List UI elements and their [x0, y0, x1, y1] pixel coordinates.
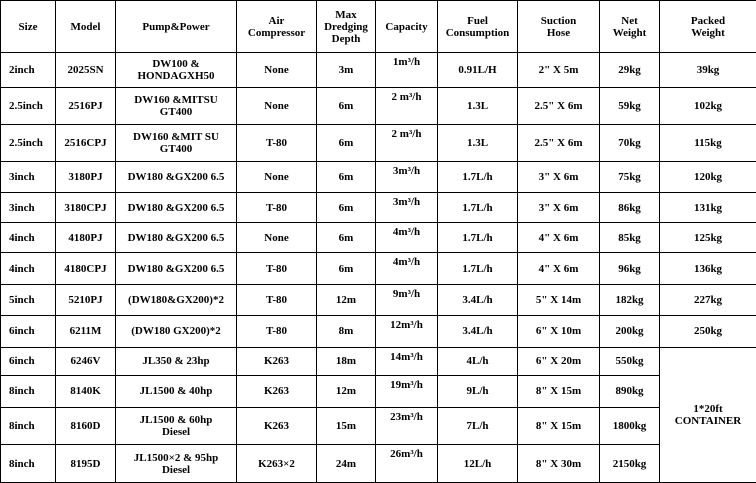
table-row	[1, 124, 756, 162]
cell-packed: 102kg	[660, 88, 756, 124]
cell-packed: 39kg	[660, 53, 756, 88]
cell-pump: DW160 &MIT SU GT400	[116, 124, 237, 162]
cell-model: 8140K	[56, 375, 116, 407]
cell-model: 5210PJ	[56, 284, 116, 315]
table-body	[1, 53, 756, 483]
cell-depth: 12m	[317, 375, 376, 407]
cell-hose: 8" X 30m	[518, 445, 600, 483]
cell-net: 2150kg	[600, 445, 660, 483]
cell-depth: 12m	[317, 284, 376, 315]
table-row	[1, 347, 756, 375]
cell-depth: 6m	[317, 88, 376, 124]
cell-cap: 3m³/h	[376, 162, 438, 193]
cell-net: 182kg	[600, 284, 660, 315]
table-row	[1, 315, 756, 347]
cell-pump: DW180 &GX200 6.5	[116, 223, 237, 253]
table-row	[1, 53, 756, 88]
header-suction-hose: Suction Hose	[518, 1, 600, 53]
header-max-dredging-depth: Max Dredging Depth	[317, 1, 376, 53]
cell-depth: 6m	[317, 253, 376, 284]
cell-cap: 26m³/h	[376, 445, 438, 483]
cell-hose: 5" X 14m	[518, 284, 600, 315]
cell-packed: 115kg	[660, 124, 756, 162]
cell-size: 4inch	[1, 253, 56, 284]
cell-hose: 6" X 10m	[518, 315, 600, 347]
cell-size: 6inch	[1, 315, 56, 347]
table-row	[1, 223, 756, 253]
cell-cap: 14m³/h	[376, 347, 438, 375]
cell-net: 200kg	[600, 315, 660, 347]
cell-fuel: 1.3L	[438, 124, 518, 162]
cell-size: 4inch	[1, 223, 56, 253]
cell-net: 1800kg	[600, 407, 660, 445]
cell-size: 8inch	[1, 445, 56, 483]
cell-cap: 2 m³/h	[376, 124, 438, 162]
cell-size: 3inch	[1, 193, 56, 223]
cell-pump: (DW180 GX200)*2	[116, 315, 237, 347]
cell-model: 3180PJ	[56, 162, 116, 193]
cell-model: 6211M	[56, 315, 116, 347]
cell-fuel: 1.3L	[438, 88, 518, 124]
cell-comp: T-80	[237, 284, 317, 315]
header-row	[1, 1, 756, 53]
cell-pump: JL1500 & 60hp Diesel	[116, 407, 237, 445]
cell-comp: K263	[237, 347, 317, 375]
header-size: Size	[1, 1, 56, 53]
cell-depth: 6m	[317, 162, 376, 193]
header-net-weight: Net Weight	[600, 1, 660, 53]
cell-cap: 23m³/h	[376, 407, 438, 445]
table-row	[1, 284, 756, 315]
cell-pump: JL1500×2 & 95hp Diesel	[116, 445, 237, 483]
cell-size: 2.5inch	[1, 124, 56, 162]
cell-fuel: 4L/h	[438, 347, 518, 375]
cell-depth: 6m	[317, 193, 376, 223]
cell-size: 5inch	[1, 284, 56, 315]
cell-cap: 12m³/h	[376, 315, 438, 347]
cell-cap: 4m³/h	[376, 223, 438, 253]
cell-packed-container: 1*20ft CONTAINER	[660, 347, 756, 482]
cell-comp: K263×2	[237, 445, 317, 483]
cell-fuel: 1.7L/h	[438, 223, 518, 253]
cell-depth: 3m	[317, 53, 376, 88]
cell-comp: None	[237, 162, 317, 193]
table-row	[1, 407, 756, 445]
cell-size: 8inch	[1, 407, 56, 445]
cell-net: 550kg	[600, 347, 660, 375]
cell-fuel: 0.91L/H	[438, 53, 518, 88]
cell-fuel: 1.7L/h	[438, 193, 518, 223]
cell-hose: 2" X 5m	[518, 53, 600, 88]
cell-comp: None	[237, 223, 317, 253]
cell-hose: 8" X 15m	[518, 407, 600, 445]
cell-cap: 1m³/h	[376, 53, 438, 88]
cell-hose: 3" X 6m	[518, 162, 600, 193]
cell-depth: 6m	[317, 124, 376, 162]
cell-comp: T-80	[237, 193, 317, 223]
header-model: Model	[56, 1, 116, 53]
cell-cap: 19m³/h	[376, 375, 438, 407]
table-row	[1, 253, 756, 284]
cell-comp: None	[237, 53, 317, 88]
header-packed-weight: Packed Weight	[660, 1, 756, 53]
cell-pump: JL350 & 23hp	[116, 347, 237, 375]
cell-size: 6inch	[1, 347, 56, 375]
cell-comp: K263	[237, 407, 317, 445]
cell-net: 85kg	[600, 223, 660, 253]
cell-net: 29kg	[600, 53, 660, 88]
cell-fuel: 1.7L/h	[438, 162, 518, 193]
cell-comp: T-80	[237, 124, 317, 162]
cell-fuel: 3.4L/h	[438, 315, 518, 347]
cell-model: 2025SN	[56, 53, 116, 88]
cell-model: 8160D	[56, 407, 116, 445]
cell-pump: DW180 &GX200 6.5	[116, 253, 237, 284]
cell-net: 70kg	[600, 124, 660, 162]
cell-comp: T-80	[237, 315, 317, 347]
table-row	[1, 375, 756, 407]
header-air-compressor: Air Compressor	[237, 1, 317, 53]
header-pump-power: Pump&Power	[116, 1, 237, 53]
cell-packed: 125kg	[660, 223, 756, 253]
cell-size: 2.5inch	[1, 88, 56, 124]
cell-cap: 9m³/h	[376, 284, 438, 315]
cell-model: 4180CPJ	[56, 253, 116, 284]
cell-fuel: 7L/h	[438, 407, 518, 445]
cell-net: 86kg	[600, 193, 660, 223]
cell-fuel: 12L/h	[438, 445, 518, 483]
cell-cap: 3m³/h	[376, 193, 438, 223]
cell-net: 75kg	[600, 162, 660, 193]
cell-model: 2516PJ	[56, 88, 116, 124]
cell-model: 8195D	[56, 445, 116, 483]
cell-fuel: 3.4L/h	[438, 284, 518, 315]
cell-size: 2inch	[1, 53, 56, 88]
cell-pump: DW100 & HONDAGXH50	[116, 53, 237, 88]
cell-depth: 8m	[317, 315, 376, 347]
cell-pump: JL1500 & 40hp	[116, 375, 237, 407]
cell-cap: 2 m³/h	[376, 88, 438, 124]
cell-model: 3180CPJ	[56, 193, 116, 223]
cell-comp: None	[237, 88, 317, 124]
table-row	[1, 193, 756, 223]
cell-depth: 24m	[317, 445, 376, 483]
cell-hose: 2.5" X 6m	[518, 124, 600, 162]
cell-hose: 4" X 6m	[518, 253, 600, 284]
table-row	[1, 445, 756, 483]
cell-model: 2516CPJ	[56, 124, 116, 162]
cell-net: 890kg	[600, 375, 660, 407]
cell-depth: 15m	[317, 407, 376, 445]
cell-packed: 136kg	[660, 253, 756, 284]
cell-fuel: 9L/h	[438, 375, 518, 407]
cell-size: 8inch	[1, 375, 56, 407]
cell-model: 6246V	[56, 347, 116, 375]
header-capacity: Capacity	[376, 1, 438, 53]
cell-size: 3inch	[1, 162, 56, 193]
cell-pump: DW160 &MITSU GT400	[116, 88, 237, 124]
cell-packed: 250kg	[660, 315, 756, 347]
cell-hose: 4" X 6m	[518, 223, 600, 253]
table-row	[1, 88, 756, 124]
cell-hose: 3" X 6m	[518, 193, 600, 223]
table-row	[1, 162, 756, 193]
cell-packed: 227kg	[660, 284, 756, 315]
cell-net: 59kg	[600, 88, 660, 124]
cell-hose: 6" X 20m	[518, 347, 600, 375]
cell-pump: DW180 &GX200 6.5	[116, 193, 237, 223]
cell-model: 4180PJ	[56, 223, 116, 253]
cell-packed: 120kg	[660, 162, 756, 193]
cell-hose: 2.5" X 6m	[518, 88, 600, 124]
cell-depth: 18m	[317, 347, 376, 375]
cell-cap: 4m³/h	[376, 253, 438, 284]
cell-net: 96kg	[600, 253, 660, 284]
cell-pump: DW180 &GX200 6.5	[116, 162, 237, 193]
header-fuel-consumption: Fuel Consumption	[438, 1, 518, 53]
cell-fuel: 1.7L/h	[438, 253, 518, 284]
cell-depth: 6m	[317, 223, 376, 253]
cell-pump: (DW180&GX200)*2	[116, 284, 237, 315]
cell-hose: 8" X 15m	[518, 375, 600, 407]
cell-comp: T-80	[237, 253, 317, 284]
cell-comp: K263	[237, 375, 317, 407]
cell-packed: 131kg	[660, 193, 756, 223]
